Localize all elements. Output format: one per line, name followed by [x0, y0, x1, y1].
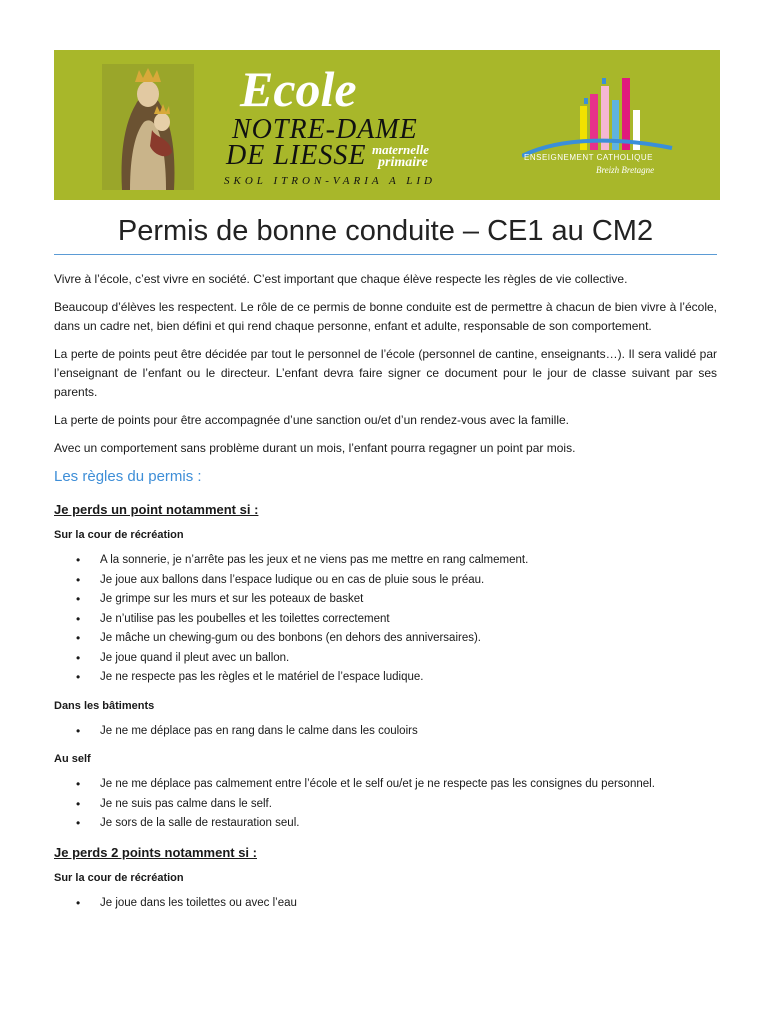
page-title: Permis de bonne conduite – CE1 au CM2	[54, 212, 717, 255]
list-item: • Je ne suis pas calme dans le self.	[54, 795, 717, 815]
school-name-de-liesse: DE LIESSE	[226, 140, 367, 171]
list-item: • Je n’utilise pas les poubelles et les toilettes correctement	[54, 610, 717, 630]
subsection-cour-label: Sur la cour de récréation	[54, 871, 184, 884]
list-item: • Je ne me déplace pas en rang dans le calme dans les couloirs	[54, 722, 717, 742]
school-name-ecole: Ecole	[240, 61, 357, 117]
intro-paragraph: La perte de points pour être accompagnée d’une sanction ou/et d’un rendez-vous avec la famille.	[54, 413, 569, 427]
school-header-banner	[54, 50, 720, 200]
list-item: • A la sonnerie, je n’arrête pas les jeux et ne viens pas me mettre en rang calmement.	[54, 551, 717, 571]
subsection-cour-label: Sur la cour de récréation	[54, 529, 184, 541]
document-body	[54, 270, 717, 923]
subsection-batiments-label: Dans les bâtiments	[54, 699, 155, 712]
batiments-rules-list	[54, 722, 717, 742]
list-item: • Je grimpe sur les murs et sur les poteaux de basket	[54, 590, 717, 610]
intro-paragraph: Avec un comportement sans problème durant un mois, l’enfant pourra regagner un point par mois.	[54, 441, 576, 455]
list-item: • Je joue aux ballons dans l’espace ludique ou en cas de pluie sous le préau.	[54, 571, 717, 591]
list-item: • Je joue dans les toilettes ou avec l’eau	[54, 894, 717, 914]
cour-rules-list	[54, 551, 717, 688]
section-one-point-heading: Je perds un point notamment si :	[54, 502, 259, 517]
breton-motto: SKOL ITRON-VARIA A LID	[224, 175, 436, 187]
virgin-and-child-statue-icon	[102, 64, 194, 190]
enseignement-catholique-label: ENSEIGNEMENT CATHOLIQUE	[524, 153, 653, 162]
list-item: • Je joue quand il pleut avec un ballon.	[54, 649, 717, 669]
level-maternelle: maternelle	[372, 142, 430, 157]
intro-paragraph: Beaucoup d’élèves les respectent. Le rôle de ce permis de bonne conduite est de permettre à chacun de bien vivre à l’école, dans un cadre net, bien défini et qui rend chaque personne, enfant et adulte, responsable de son comportement.	[54, 300, 717, 333]
intro-paragraph: La perte de points peut être décidée par tout le personnel de l’école (personnel de cantine, enseignants…). Il sera validé par l’enseignant de l’enfant ou le directeur. L’enfant devra faire signer ce document pour le jour de classe suivant par ses parents.	[54, 347, 717, 399]
list-item: • Je mâche un chewing-gum ou des bonbons (en dehors des anniversaires).	[54, 629, 717, 649]
cour-two-points-list	[54, 894, 717, 914]
list-item: • Je ne respecte pas les règles et le matériel de l’espace ludique.	[54, 668, 717, 688]
rules-heading: Les règles du permis :	[54, 468, 202, 485]
list-item: • Je ne me déplace pas calmement entre l’école et le self ou/et je ne respecte pas les consignes du personnel.	[54, 775, 717, 795]
school-name-notre-dame: NOTRE-DAME	[232, 114, 418, 145]
enseignement-catholique-subtitle: Breizh Bretagne	[596, 165, 655, 175]
section-two-points-heading: Je perds 2 points notamment si :	[54, 844, 257, 860]
list-item: • Je sors de la salle de restauration seul.	[54, 814, 717, 834]
self-rules-list	[54, 775, 717, 834]
intro-paragraph: Vivre à l’école, c’est vivre en société. C’est important que chaque élève respecte les règles de vie collective.	[54, 272, 628, 286]
level-primaire: primaire	[378, 155, 428, 170]
subsection-self-label: Au self	[54, 753, 91, 765]
